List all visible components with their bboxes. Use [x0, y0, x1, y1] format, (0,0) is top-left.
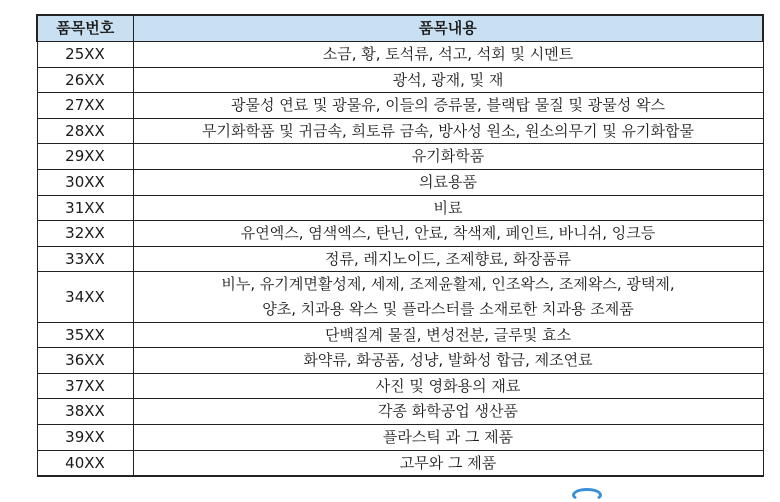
item-code-cell: 36XX	[37, 348, 133, 374]
item-code-cell: 25XX	[37, 42, 133, 68]
item-code-cell: 40XX	[37, 450, 133, 476]
item-description-cell	[133, 221, 763, 247]
item-description-cell	[133, 450, 763, 476]
item-description-line: 단백질계 물질, 변성전분, 글루및 효소	[325, 325, 571, 344]
item-code-cell: 28XX	[37, 118, 133, 144]
item-code-cell: 37XX	[37, 373, 133, 399]
table-row	[37, 373, 763, 399]
item-description-cell	[133, 195, 763, 221]
item-description-line: 양초, 치과용 왁스 및 플라스터를 소재로한 치과용 조제품	[262, 299, 634, 318]
item-description-cell	[133, 118, 763, 144]
item-code-cell: 27XX	[37, 93, 133, 119]
table-row	[37, 348, 763, 374]
item-code-cell: 34XX	[37, 272, 133, 322]
item-description-cell	[133, 399, 763, 425]
item-description-line: 광물성 연료 및 광물유, 이들의 증류물, 블랙탑 물질 및 광물성 왁스	[231, 96, 665, 115]
item-code-cell: 29XX	[37, 144, 133, 170]
item-code-cell: 35XX	[37, 322, 133, 348]
item-code-cell: 26XX	[37, 67, 133, 93]
table-row	[37, 246, 763, 272]
item-description-line: 광석, 광재, 및 재	[392, 70, 504, 89]
hs-code-table	[36, 14, 764, 477]
item-description-line: 각종 화학공업 생산품	[378, 402, 518, 421]
table-row	[37, 169, 763, 195]
item-code-cell: 33XX	[37, 246, 133, 272]
item-description-line: 비누, 유기계면활성제, 세제, 조제윤활제, 인조왁스, 조제왁스, 광택제,	[221, 275, 675, 294]
item-description-line: 정류, 레지노이드, 조제향료, 화장품류	[325, 249, 571, 268]
table-row	[37, 144, 763, 170]
item-description-line: 유기화학품	[411, 147, 485, 166]
item-description-cell	[133, 144, 763, 170]
item-description-line: 플라스틱 과 그 제품	[382, 427, 514, 446]
item-description-cell	[133, 322, 763, 348]
table-body	[37, 42, 763, 477]
table-row	[37, 93, 763, 119]
table-row	[37, 424, 763, 450]
table-row	[37, 118, 763, 144]
item-description-line: 소금, 황, 토석류, 석고, 석회 및 시멘트	[322, 45, 574, 63]
item-description-line: 고무와 그 제품	[399, 453, 497, 472]
item-description-cell	[133, 424, 763, 450]
item-code-cell: 38XX	[37, 399, 133, 425]
table-row	[37, 67, 763, 93]
decorative-arc	[572, 488, 602, 502]
item-description-line: 화약류, 화공품, 성냥, 발화성 합금, 제조연료	[303, 351, 593, 370]
item-description-cell	[133, 246, 763, 272]
item-description-line: 의료용품	[419, 172, 477, 191]
table-row	[37, 221, 763, 247]
item-description-line: 무기화학품 및 귀금속, 희토류 금속, 방사성 원소, 원소의무기 및 유기화합물	[202, 121, 694, 140]
item-description-cell	[133, 169, 763, 195]
table-row	[37, 272, 763, 322]
table-row	[37, 322, 763, 348]
item-description-cell	[133, 373, 763, 399]
hs-code-table-container	[36, 14, 762, 477]
table-row	[37, 450, 763, 476]
item-code-cell: 39XX	[37, 424, 133, 450]
item-description-cell	[133, 272, 763, 322]
item-description-line: 비료	[433, 198, 463, 217]
item-code-cell: 32XX	[37, 221, 133, 247]
header-item-code: 품목번호	[37, 15, 133, 42]
table-header-row	[37, 15, 763, 42]
item-description-cell	[133, 348, 763, 374]
table-row	[37, 42, 763, 68]
item-description-cell	[133, 42, 763, 68]
table-row	[37, 399, 763, 425]
header-item-description: 품목내용	[133, 15, 763, 42]
item-description-cell	[133, 67, 763, 93]
item-description-line: 유연엑스, 염색엑스, 탄닌, 안료, 착색제, 페인트, 바니쉬, 잉크등	[240, 224, 656, 243]
item-description-line: 사진 및 영화용의 재료	[375, 376, 521, 395]
item-code-cell: 31XX	[37, 195, 133, 221]
item-code-cell: 30XX	[37, 169, 133, 195]
table-row	[37, 195, 763, 221]
item-description-cell	[133, 93, 763, 119]
